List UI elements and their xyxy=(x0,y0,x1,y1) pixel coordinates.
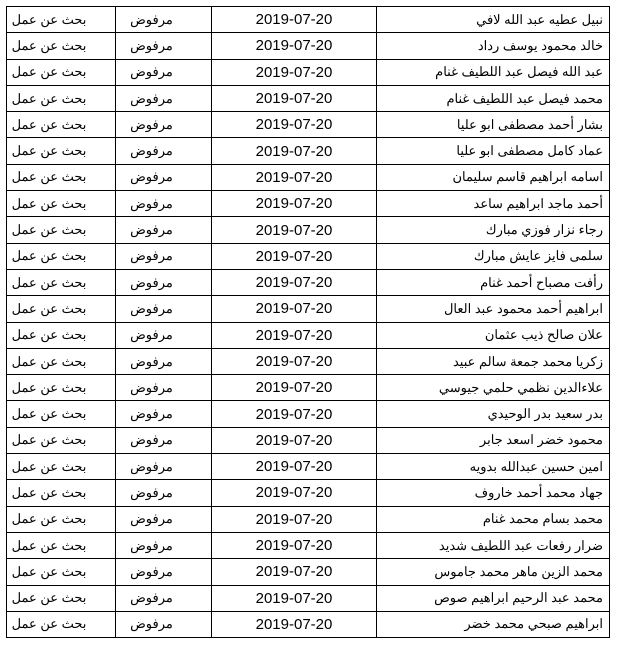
status-cell-text: مرفوض xyxy=(130,274,173,290)
date-cell: 2019-07-20 xyxy=(212,375,377,401)
status-cell-text: مرفوض xyxy=(130,458,173,474)
job-cell xyxy=(7,269,116,295)
name-cell: محمود خضر اسعد جابر xyxy=(377,427,610,453)
date-cell: 2019-07-20 xyxy=(212,33,377,59)
table-row xyxy=(7,322,610,348)
date-cell: 2019-07-20 xyxy=(212,217,377,243)
status-cell xyxy=(116,59,212,85)
date-cell: 2019-07-20 xyxy=(212,85,377,111)
status-cell xyxy=(116,348,212,374)
job-cell xyxy=(7,217,116,243)
status-cell xyxy=(116,269,212,295)
job-cell xyxy=(7,454,116,480)
status-cell xyxy=(116,85,212,111)
job-cell xyxy=(7,85,116,111)
status-cell xyxy=(116,401,212,427)
job-cell-text: بحث عن عمل xyxy=(11,458,87,474)
job-cell xyxy=(7,480,116,506)
date-cell: 2019-07-20 xyxy=(212,243,377,269)
job-cell-text: بحث عن عمل xyxy=(11,327,87,343)
status-cell-text: مرفوض xyxy=(130,616,173,632)
job-cell-text: بحث عن عمل xyxy=(11,563,87,579)
table-row xyxy=(7,296,610,322)
job-cell xyxy=(7,348,116,374)
job-cell-text: بحث عن عمل xyxy=(11,64,87,80)
name-cell: جهاد محمد أحمد خاروف xyxy=(377,480,610,506)
date-cell: 2019-07-20 xyxy=(212,164,377,190)
table-row xyxy=(7,559,610,585)
job-cell-text: بحث عن عمل xyxy=(11,90,87,106)
job-cell-text: بحث عن عمل xyxy=(11,300,87,316)
job-cell xyxy=(7,559,116,585)
status-cell-text: مرفوض xyxy=(130,590,173,606)
table-row xyxy=(7,375,610,401)
status-cell xyxy=(116,217,212,243)
job-cell xyxy=(7,191,116,217)
job-cell-text: بحث عن عمل xyxy=(11,353,87,369)
status-cell xyxy=(116,191,212,217)
date-cell: 2019-07-20 xyxy=(212,506,377,532)
job-cell xyxy=(7,375,116,401)
status-cell xyxy=(116,480,212,506)
status-cell xyxy=(116,322,212,348)
status-cell-text: مرفوض xyxy=(130,116,173,132)
status-cell xyxy=(116,585,212,611)
date-cell: 2019-07-20 xyxy=(212,269,377,295)
name-cell: علاءالدين نظمي حلمي جيوسي xyxy=(377,375,610,401)
job-cell xyxy=(7,427,116,453)
date-cell: 2019-07-20 xyxy=(212,59,377,85)
name-cell: امين حسين عبدالله بدويه xyxy=(377,454,610,480)
job-cell-text: بحث عن عمل xyxy=(11,11,87,27)
status-cell-text: مرفوض xyxy=(130,406,173,422)
table-row xyxy=(7,427,610,453)
table-row xyxy=(7,33,610,59)
table-row xyxy=(7,138,610,164)
date-cell: 2019-07-20 xyxy=(212,296,377,322)
status-cell xyxy=(116,243,212,269)
table-row xyxy=(7,7,610,33)
date-cell: 2019-07-20 xyxy=(212,559,377,585)
job-cell xyxy=(7,112,116,138)
job-cell xyxy=(7,243,116,269)
date-cell: 2019-07-20 xyxy=(212,138,377,164)
status-cell xyxy=(116,7,212,33)
job-cell xyxy=(7,296,116,322)
status-cell xyxy=(116,532,212,558)
table-row xyxy=(7,243,610,269)
job-cell xyxy=(7,532,116,558)
name-cell: بشار أحمد مصطفى ابو عليا xyxy=(377,112,610,138)
name-cell: عبد الله فيصل عبد اللطيف غنام xyxy=(377,59,610,85)
name-cell: خالد محمود يوسف رداد xyxy=(377,33,610,59)
status-cell-text: مرفوض xyxy=(130,537,173,553)
name-cell: سلمى فايز عايش مبارك xyxy=(377,243,610,269)
table-row xyxy=(7,191,610,217)
job-cell-text: بحث عن عمل xyxy=(11,248,87,264)
job-cell-text: بحث عن عمل xyxy=(11,169,87,185)
table-row xyxy=(7,506,610,532)
date-cell: 2019-07-20 xyxy=(212,532,377,558)
status-cell xyxy=(116,33,212,59)
table-row xyxy=(7,85,610,111)
job-cell-text: بحث عن عمل xyxy=(11,379,87,395)
date-cell: 2019-07-20 xyxy=(212,348,377,374)
job-cell xyxy=(7,506,116,532)
table-row xyxy=(7,585,610,611)
table-body xyxy=(7,7,610,638)
name-cell: محمد بسام محمد غنام xyxy=(377,506,610,532)
status-cell-text: مرفوض xyxy=(130,222,173,238)
name-cell: محمد عبد الرحيم ابراهيم صوص xyxy=(377,585,610,611)
job-cell-text: بحث عن عمل xyxy=(11,406,87,422)
status-cell-text: مرفوض xyxy=(130,511,173,527)
date-cell: 2019-07-20 xyxy=(212,322,377,348)
status-cell xyxy=(116,506,212,532)
status-cell xyxy=(116,427,212,453)
date-cell: 2019-07-20 xyxy=(212,427,377,453)
job-cell-text: بحث عن عمل xyxy=(11,590,87,606)
job-cell xyxy=(7,401,116,427)
name-cell: ضرار رفعات عبد اللطيف شديد xyxy=(377,532,610,558)
name-cell: رجاء نزار فوزي مبارك xyxy=(377,217,610,243)
status-cell xyxy=(116,112,212,138)
applicants-table xyxy=(6,6,610,638)
status-cell-text: مرفوض xyxy=(130,11,173,27)
name-cell: عماد كامل مصطفى ابو عليا xyxy=(377,138,610,164)
status-cell-text: مرفوض xyxy=(130,143,173,159)
table-row xyxy=(7,532,610,558)
job-cell-text: بحث عن عمل xyxy=(11,116,87,132)
status-cell xyxy=(116,611,212,637)
status-cell-text: مرفوض xyxy=(130,169,173,185)
status-cell-text: مرفوض xyxy=(130,327,173,343)
status-cell xyxy=(116,164,212,190)
status-cell-text: مرفوض xyxy=(130,90,173,106)
status-cell-text: مرفوض xyxy=(130,379,173,395)
name-cell: علان صالح ذيب عثمان xyxy=(377,322,610,348)
job-cell xyxy=(7,138,116,164)
job-cell xyxy=(7,33,116,59)
status-cell xyxy=(116,138,212,164)
date-cell: 2019-07-20 xyxy=(212,112,377,138)
date-cell: 2019-07-20 xyxy=(212,585,377,611)
status-cell xyxy=(116,559,212,585)
job-cell-text: بحث عن عمل xyxy=(11,484,87,500)
job-cell-text: بحث عن عمل xyxy=(11,274,87,290)
job-cell xyxy=(7,59,116,85)
job-cell xyxy=(7,585,116,611)
table-row xyxy=(7,454,610,480)
status-cell-text: مرفوض xyxy=(130,432,173,448)
job-cell-text: بحث عن عمل xyxy=(11,37,87,53)
job-cell xyxy=(7,7,116,33)
status-cell xyxy=(116,375,212,401)
status-cell-text: مرفوض xyxy=(130,248,173,264)
name-cell: محمد فيصل عبد اللطيف غنام xyxy=(377,85,610,111)
status-cell-text: مرفوض xyxy=(130,64,173,80)
name-cell: رأفت مصباح أحمد غنام xyxy=(377,269,610,295)
status-cell-text: مرفوض xyxy=(130,563,173,579)
name-cell: زكريا محمد جمعة سالم عبيد xyxy=(377,348,610,374)
table-row xyxy=(7,348,610,374)
date-cell: 2019-07-20 xyxy=(212,454,377,480)
status-cell-text: مرفوض xyxy=(130,300,173,316)
status-cell xyxy=(116,296,212,322)
job-cell-text: بحث عن عمل xyxy=(11,432,87,448)
job-cell-text: بحث عن عمل xyxy=(11,222,87,238)
job-cell-text: بحث عن عمل xyxy=(11,143,87,159)
table-row xyxy=(7,112,610,138)
name-cell: نبيل عطيه عبد الله لافي xyxy=(377,7,610,33)
status-cell-text: مرفوض xyxy=(130,37,173,53)
date-cell: 2019-07-20 xyxy=(212,611,377,637)
status-cell-text: مرفوض xyxy=(130,195,173,211)
date-cell: 2019-07-20 xyxy=(212,7,377,33)
job-cell-text: بحث عن عمل xyxy=(11,511,87,527)
name-cell: محمد الزين ماهر محمد جاموس xyxy=(377,559,610,585)
status-cell-text: مرفوض xyxy=(130,484,173,500)
table-row xyxy=(7,611,610,637)
name-cell: ابراهيم أحمد محمود عبد العال xyxy=(377,296,610,322)
job-cell-text: بحث عن عمل xyxy=(11,616,87,632)
table-row xyxy=(7,480,610,506)
name-cell: أحمد ماجد ابراهيم ساعد xyxy=(377,191,610,217)
status-cell-text: مرفوض xyxy=(130,353,173,369)
table-row xyxy=(7,59,610,85)
job-cell xyxy=(7,164,116,190)
table-row xyxy=(7,164,610,190)
name-cell: اسامه ابراهيم قاسم سليمان xyxy=(377,164,610,190)
table-row xyxy=(7,401,610,427)
date-cell: 2019-07-20 xyxy=(212,191,377,217)
job-cell xyxy=(7,611,116,637)
name-cell: ابراهيم صبحي محمد خضر xyxy=(377,611,610,637)
date-cell: 2019-07-20 xyxy=(212,401,377,427)
table-row xyxy=(7,217,610,243)
job-cell-text: بحث عن عمل xyxy=(11,537,87,553)
job-cell xyxy=(7,322,116,348)
job-cell-text: بحث عن عمل xyxy=(11,195,87,211)
name-cell: بدر سعيد بدر الوحيدي xyxy=(377,401,610,427)
date-cell: 2019-07-20 xyxy=(212,480,377,506)
status-cell xyxy=(116,454,212,480)
table-row xyxy=(7,269,610,295)
